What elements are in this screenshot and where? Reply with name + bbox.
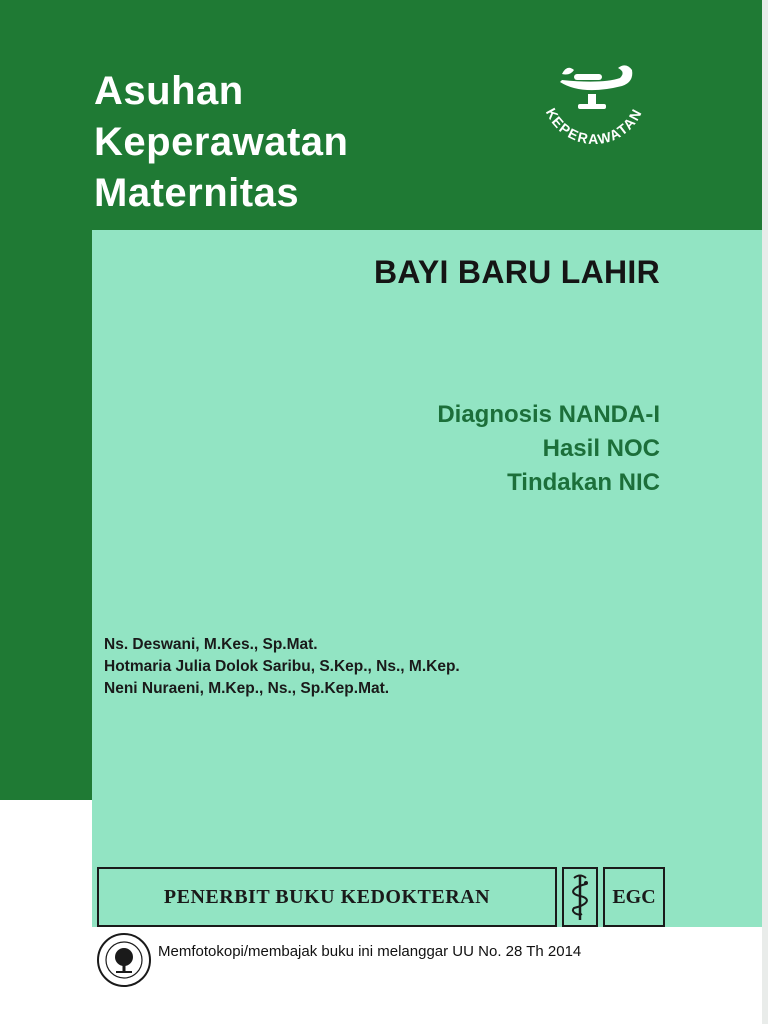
title-line-1: Asuhan [94, 69, 244, 113]
title-line-2: Keperawatan [94, 120, 349, 164]
series-logo-text: KEPERAWATAN [542, 105, 646, 148]
publisher-name: PENERBIT BUKU KEDOKTERAN [163, 885, 491, 908]
left-green-band [0, 230, 92, 800]
publisher-name-box [97, 867, 557, 927]
publisher-emblem-box [562, 867, 598, 927]
svg-text:KEPERAWATAN [543, 105, 645, 147]
authors-list [104, 634, 460, 700]
nursing-lamp-icon [522, 52, 662, 162]
publisher-abbr: EGC [612, 885, 656, 908]
cover-edge [762, 0, 768, 1024]
topic-item: Hasil NOC [542, 435, 660, 462]
copyright-seal-icon [96, 932, 152, 988]
author-name: Ns. Deswani, M.Kes., Sp.Mat. [104, 636, 318, 653]
title-line-3: Maternitas [94, 171, 300, 215]
mint-panel [92, 230, 762, 927]
caduceus-icon [568, 870, 592, 924]
author-name: Hotmaria Julia Dolok Saribu, S.Kep., Ns., M.Kep. [104, 658, 460, 675]
author-name: Neni Nuraeni, M.Kep., Ns., Sp.Kep.Mat. [104, 680, 390, 697]
book-subtitle: BAYI BARU LAHIR [374, 254, 660, 290]
publisher-abbr-box [603, 867, 665, 927]
book-title [94, 66, 348, 219]
topics-list [437, 398, 660, 500]
copyright-notice: Memfotokopi/membajak buku ini melanggar UU No. 28 Th 2014 [158, 943, 582, 960]
topic-item: Diagnosis NANDA-I [437, 401, 660, 428]
topic-item: Tindakan NIC [507, 469, 660, 496]
